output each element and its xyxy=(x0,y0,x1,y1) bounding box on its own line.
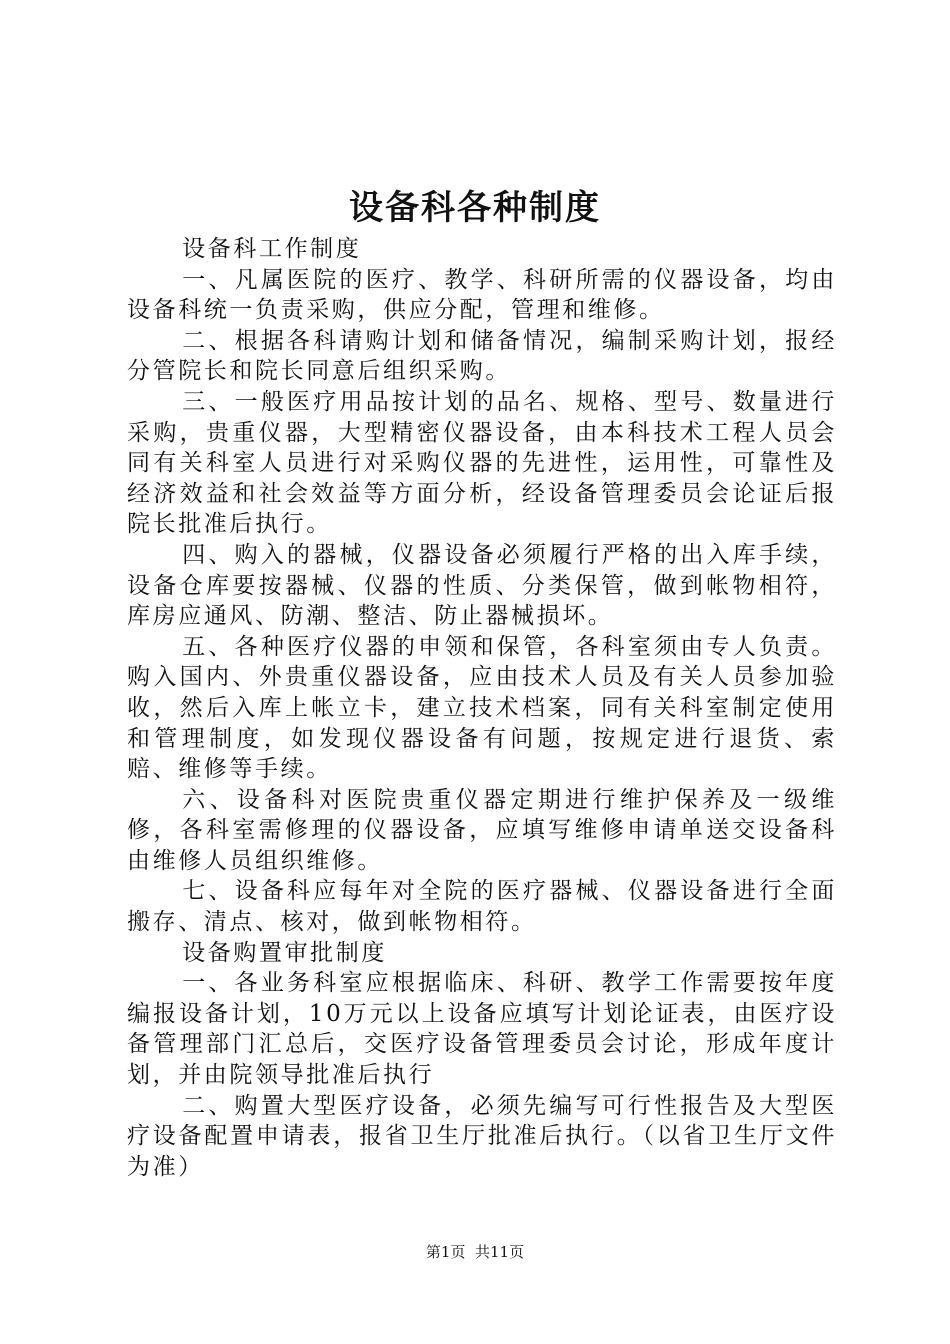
page-number: 第1页 xyxy=(425,1243,466,1261)
paragraph: 五、各种医疗仪器的申领和保管，各科室须由专人负责。购入国内、外贵重仪器设备，应由技术人员及有关人员参加验收，然后入库上帐立卡，建立技术档案，同有关科室制定使用和管理制度，如发现仪器设备有问题，按规定进行退货、索赔、维修等手续。 xyxy=(127,633,837,783)
section-heading: 设备购置审批制度 xyxy=(182,939,387,966)
page-total: 共11页 xyxy=(475,1243,525,1261)
document-title: 设备科各种制度 xyxy=(349,188,601,228)
paragraph: 三、一般医疗用品按计划的品名、规格、型号、数量进行采购，贵重仪器，大型精密仪器设备，由本科技术工程人员会同有关科室人员进行对采购仪器的先进性，运用性，可靠性及经济效益和社会效益等方面分析，经设备管理委员会论证后报院长批准后执行。 xyxy=(127,388,837,538)
section-heading: 设备科工作制度 xyxy=(182,236,362,262)
paragraph: 二、购置大型医疗设备，必须先编写可行性报告及大型医疗设备配置申请表，报省卫生厅批准后执行。（以省卫生厅文件为准） xyxy=(127,1092,837,1180)
paragraph: 二、根据各科请购计划和储备情况，编制采购计划，报经分管院长和院长同意后组织采购。 xyxy=(127,327,837,385)
paragraph: 七、设备科应每年对全院的医疗器械、仪器设备进行全面搬存、清点、核对，做到帐物相符。 xyxy=(127,878,837,936)
paragraph: 一、凡属医院的医疗、教学、科研所需的仪器设备，均由设备科统一负责采购，供应分配，管理和维修。 xyxy=(127,266,837,324)
paragraph: 一、各业务科室应根据临床、科研、教学工作需要按年度编报设备计划，10万元以上设备应填写计划论证表，由医疗设备管理部门汇总后，交医疗设备管理委员会讨论，形成年度计划，并由院领导批准后执行 xyxy=(127,970,837,1089)
paragraph: 六、设备科对医院贵重仪器定期进行维护保养及一级维修，各科室需修理的仪器设备，应填写维修申请单送交设备科由维修人员组织维修。 xyxy=(127,786,837,874)
page-footer xyxy=(0,1240,950,1264)
document-body xyxy=(127,234,837,1182)
paragraph: 四、购入的器械，仪器设备必须履行严格的出入库手续，设备仓库要按器械、仪器的性质、分类保管，做到帐物相符，库房应通风、防潮、整洁、防止器械损坏。 xyxy=(127,541,837,630)
